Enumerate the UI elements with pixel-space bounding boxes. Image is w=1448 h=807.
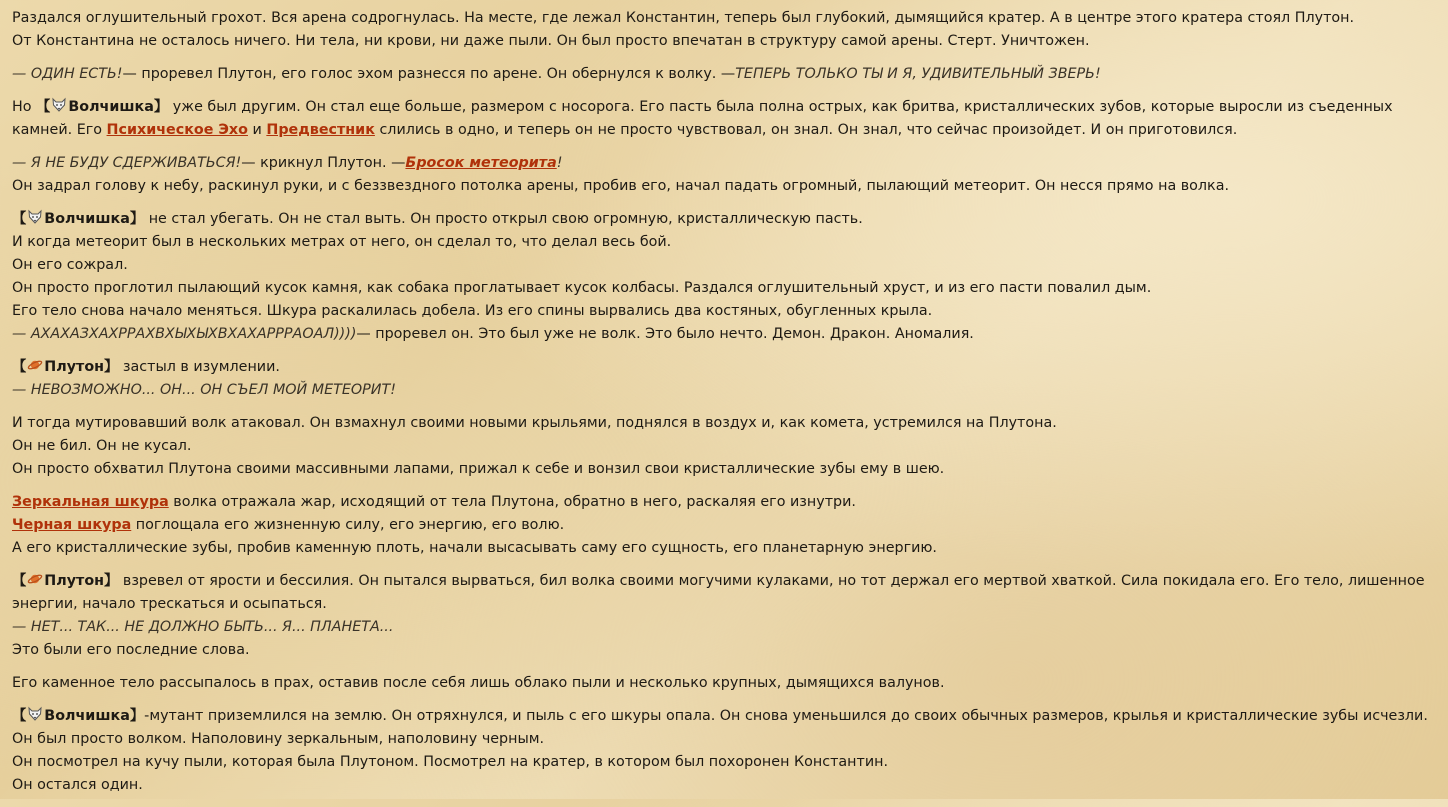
narration: и [247,122,267,138]
ringed-planet-icon [27,571,43,587]
skill-link-harbinger[interactable]: Предвестник [266,122,375,138]
tag-name: Волчишка [44,211,130,227]
character-tag-pluto [12,359,118,375]
text-line: Он задрал голову к небу, раскинул руки, и с беззвездного потолка арены, пробив его, начал падать огромный, пылающий метеорит. Он несся прямо на волка. [12,178,1230,194]
tag-bracket: 【 [12,708,27,724]
tag-bracket: 】 [104,359,119,375]
narration: — проревел он. Это был уже не волк. Это было нечто. Демон. Дракон. Аномалия. [356,326,974,342]
tag-bracket: 【 [12,359,27,375]
narration: застыл в изумлении. [118,359,280,375]
ringed-planet-icon [27,357,43,373]
narration: уже был другим. Он стал еще больше, размером с носорога. Его пасть была полна острых, как бритва, кристаллических зубов, которые выросли из съеденных камней. Его [12,99,1393,138]
text-line [12,63,1442,86]
paragraph-7 [12,412,1442,481]
tag-name: Волчишка [68,99,154,115]
wolf-icon [27,706,43,722]
dialogue-shout: — ОДИН ЕСТЬ! [12,66,123,82]
character-tag-wolf [12,211,144,227]
text-line [12,323,1442,346]
paragraph-2 [12,63,1442,86]
dialogue-shout: — Я НЕ БУДУ СДЕРЖИВАТЬСЯ! [12,155,242,171]
narration: не стал убегать. Он не стал выть. Он просто открыл свою огромную, кристаллическую пасть. [144,211,863,227]
wolf-icon [27,209,43,225]
text-line: Он был просто волком. Наполовину зеркальным, наполовину черным. [12,731,545,747]
narration: слились в одно, и теперь он не просто чувствовал, он знал. Он знал, что сейчас произойдет. И он приготовился. [374,122,1238,138]
tag-bracket: 】 [153,99,169,115]
tag-name: Волчишка [44,708,130,724]
paragraph-4 [12,152,1442,198]
text-line: Он остался один. [12,777,143,793]
paragraph-8 [12,491,1442,560]
dialogue-line: — НЕТ... ТАК... НЕ ДОЛЖНО БЫТЬ... Я... ПЛАНЕТА... [12,619,394,635]
text-line: А его кристаллические зубы, пробив каменную плоть, начали высасывать саму его сущность, его планетарную энергию. [12,540,937,556]
narration: Но [12,99,37,115]
narration: волка отражала жар, исходящий от тела Плутона, обратно в него, раскаляя его изнутри. [168,494,856,510]
tag-name: Плутон [44,573,105,589]
tag-name: Плутон [44,359,105,375]
wolf-icon [51,97,67,113]
text-line [12,491,1442,514]
paragraph-3 [12,96,1442,142]
text-line: Он его сожрал. [12,257,128,273]
tag-bracket: 【 [12,573,27,589]
text-line: Он посмотрел на кучу пыли, которая была Плутоном. Посмотрел на кратер, в котором был похоронен Константин. [12,754,889,770]
story-page [12,7,1442,807]
text-line: От Константина не осталось ничего. Ни тела, ни крови, ни даже пыли. Он был просто впечатан в структуру самой арены. Стерт. Уничтожен. [12,33,1090,49]
text-line: Его каменное тело рассыпалось в прах, оставив после себя лишь облако пыли и несколько крупных, дымящихся валунов. [12,675,945,691]
text-line [12,570,1442,616]
character-tag-wolf [36,99,168,115]
paragraph-9 [12,570,1442,662]
tag-bracket: 】 [129,211,145,227]
paragraph-10 [12,672,1442,695]
tag-bracket: 【 [36,99,51,115]
narration: -мутант приземлился на землю. Он отряхнулся, и пыль с его шкуры опала. Он снова уменьшился до своих обычных размеров, крылья и кристаллические зубы исчезли. [144,708,1428,724]
text-line: Он просто обхватил Плутона своими массивными лапами, прижал к себе и вонзил свои кристаллические зубы ему в шею. [12,461,945,477]
text-line: И когда метеорит был в нескольких метрах от него, он сделал то, что делал весь бой. [12,234,672,250]
character-tag-wolf [12,708,144,724]
narration: — проревел Плутон, его голос эхом разнесся по арене. Он обернулся к волку. — [122,66,736,82]
skill-link-black-skin[interactable]: Черная шкура [12,517,132,533]
tag-bracket: 】 [104,573,119,589]
dialogue-line: — НЕВОЗМОЖНО... ОН... ОН СЪЕЛ МОЙ МЕТЕОРИТ! [12,382,396,398]
text-line [12,152,1442,175]
character-tag-pluto [12,573,118,589]
text-line [12,208,1442,231]
paragraph-11 [12,705,1442,797]
tag-bracket: 】 [129,708,145,724]
skill-link-psychic-echo[interactable]: Психическое Эхо [106,122,248,138]
text-line [12,514,1442,537]
paragraph-6 [12,356,1442,402]
narration: — крикнул Плутон. — [241,155,406,171]
narration: взревел от ярости и бессилия. Он пытался вырваться, бил волка своими могучими кулаками, но тот держал его мертвой хваткой. Сила покидала его. Его тело, лишенное энергии, начало трескаться и осыпаться. [12,573,1425,612]
paragraph-5 [12,208,1442,346]
text-line: Он просто проглотил пылающий кусок камня, как собака проглатывает кусок колбасы. Раздался оглушительный хруст, и из его пасти повалил дым. [12,280,1152,296]
dialogue-shout: ТЕПЕРЬ ТОЛЬКО ТЫ И Я, УДИВИТЕЛЬНЫЙ ЗВЕРЬ! [735,66,1101,82]
text-line: Он не бил. Он не кусал. [12,438,192,454]
narration: поглощала его жизненную силу, его энергию, его волю. [131,517,565,533]
dialogue-shout: ! [556,155,563,171]
text-line: Это были его последние слова. [12,642,250,658]
tag-bracket: 【 [12,211,27,227]
text-line: И тогда мутировавший волк атаковал. Он взмахнул своими новыми крыльями, поднялся в воздух и, как комета, устремился на Плутона. [12,415,1057,431]
text-line: Раздался оглушительный грохот. Вся арена содрогнулась. На месте, где лежал Константин, теперь был глубокий, дымящийся кратер. А в центре этого кратера стоял Плутон. [12,10,1355,26]
dialogue-roar: — АХАХАЗХАХРРАХВХЫХЫХВХАХАРРРАОАЛ)))) [12,326,357,342]
text-line [12,356,1442,379]
skill-link-meteor-throw[interactable]: Бросок метеорита [405,155,557,171]
paragraph-1 [12,7,1442,53]
text-line: Его тело снова начало меняться. Шкура раскалилась добела. Из его спины вырвались два костяных, обугленных крыла. [12,303,933,319]
skill-link-mirror-skin[interactable]: Зеркальная шкура [12,494,169,510]
text-line [12,705,1442,728]
